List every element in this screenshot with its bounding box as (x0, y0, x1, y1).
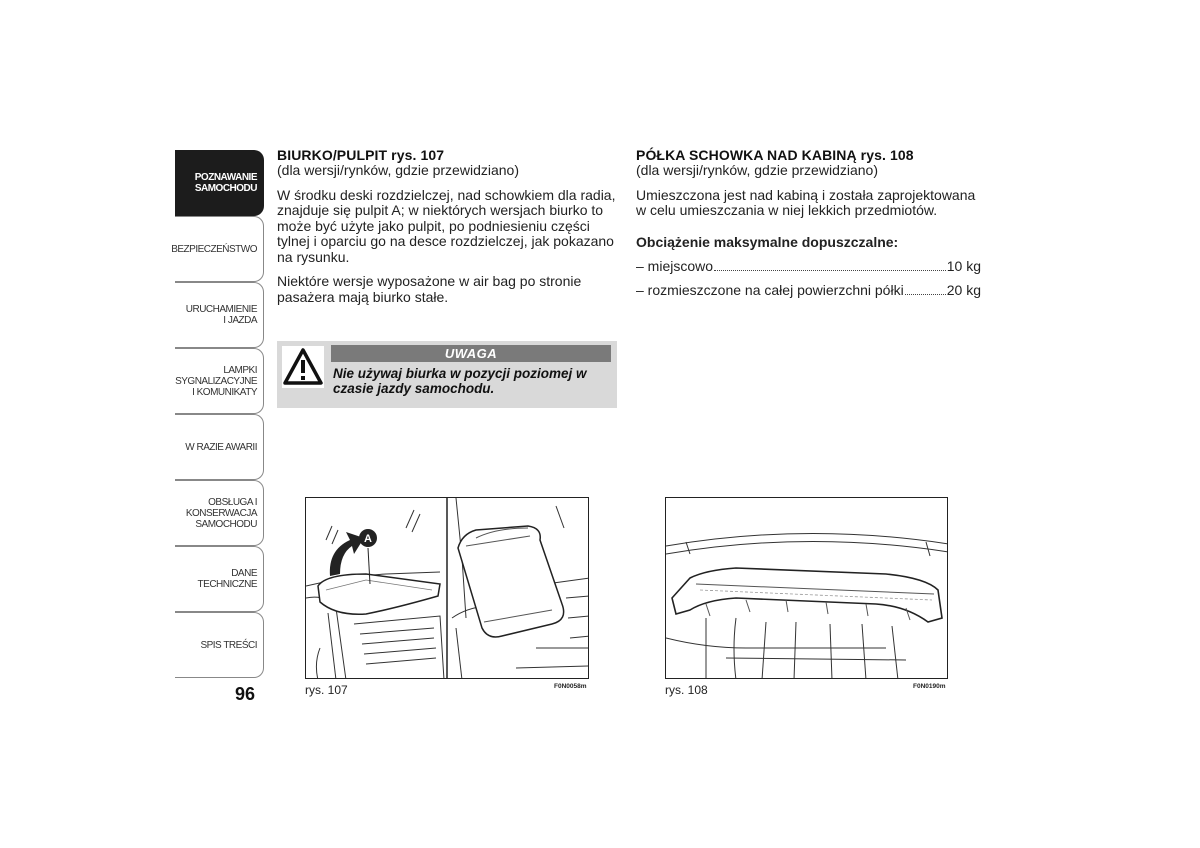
tab-label: OBSŁUGA I KONSERWACJA SAMOCHODU (185, 496, 257, 530)
tab-bezpieczenstwo[interactable] (171, 216, 264, 282)
tab-poznawanie-samochodu[interactable] (175, 150, 264, 216)
leader-dots (714, 259, 946, 271)
spec-value: 20 kg (946, 281, 981, 298)
body-paragraph: Niektóre wersje wyposażone w air bag po stronie pasażera mają biurko stałe. (277, 273, 582, 305)
figure-code: F0N0190m (913, 683, 946, 690)
figure-code: F0N0058m (554, 683, 587, 690)
body-paragraph: Umieszczona jest nad kabiną i została zaprojektowana w celu umieszczania w niej lekkich przedmiotów. (636, 186, 976, 218)
spec-label: – rozmieszczone na całej powierzchni półki (636, 281, 904, 298)
tab-w-razie-awarii[interactable] (175, 414, 264, 480)
spec-row (636, 283, 981, 299)
tab-label: URUCHAMIENIE I JAZDA (185, 304, 257, 326)
figure-108-illustration (665, 497, 948, 679)
figure-107-illustration (305, 497, 589, 679)
tab-label: LAMPKI SYGNALIZACYJNE I KOMUNIKATY (175, 364, 257, 398)
warning-header: UWAGA (331, 345, 611, 362)
section-title: BIURKO/PULPIT rys. 107 (277, 147, 445, 163)
tab-dane-techniczne[interactable] (175, 546, 264, 612)
section-subtitle: (dla wersji/rynków, gdzie przewidziano) (636, 162, 878, 178)
figure-caption: rys. 107 (305, 683, 348, 697)
tab-label: SPIS TREŚCI (200, 639, 257, 651)
tab-obsluga-i-konserwacja[interactable] (175, 480, 264, 546)
tab-label: POZNAWANIE SAMOCHODU (194, 172, 257, 194)
figure-caption: rys. 108 (665, 683, 708, 697)
callout-a: A (364, 533, 372, 545)
tab-uruchamienie-i-jazda[interactable] (175, 282, 264, 348)
tab-label: BEZPIECZEŃSTWO (171, 243, 257, 255)
warning-box (277, 341, 617, 408)
load-heading: Obciążenie maksymalne dopuszczalne: (636, 233, 899, 250)
spec-label: – miejscowo (636, 258, 714, 274)
tab-lampki-sygnalizacyjne[interactable] (175, 348, 264, 414)
warning-triangle-icon (282, 346, 324, 388)
leader-dots (905, 283, 946, 295)
section-biurko-pulpit (277, 147, 617, 314)
section-title: PÓŁKA SCHOWKA NAD KABINĄ rys. 108 (636, 147, 914, 163)
section-polka-schowka (636, 147, 981, 306)
body-paragraph: W środku deski rozdzielczej, nad schowkiem dla radia, znajduje się pulpit A; w niektórych wersjach biurko to może być użyte jako pulpit, po podniesieniu części tylnej i oparciu go na desce rozdzielczej, jak pokazano na rysunku. (277, 186, 616, 265)
tab-label: DANE TECHNICZNE (197, 568, 257, 590)
tab-label: W RAZIE AWARII (185, 441, 257, 453)
page-number: 96 (235, 684, 256, 704)
spec-row (636, 259, 981, 275)
warning-text: Nie używaj biurka w pozycji poziomej w czasie jazdy samochodu. (333, 366, 587, 396)
tab-spis-tresci[interactable] (175, 612, 264, 678)
spec-value: 10 kg (946, 258, 981, 274)
section-subtitle: (dla wersji/rynków, gdzie przewidziano) (277, 162, 519, 178)
